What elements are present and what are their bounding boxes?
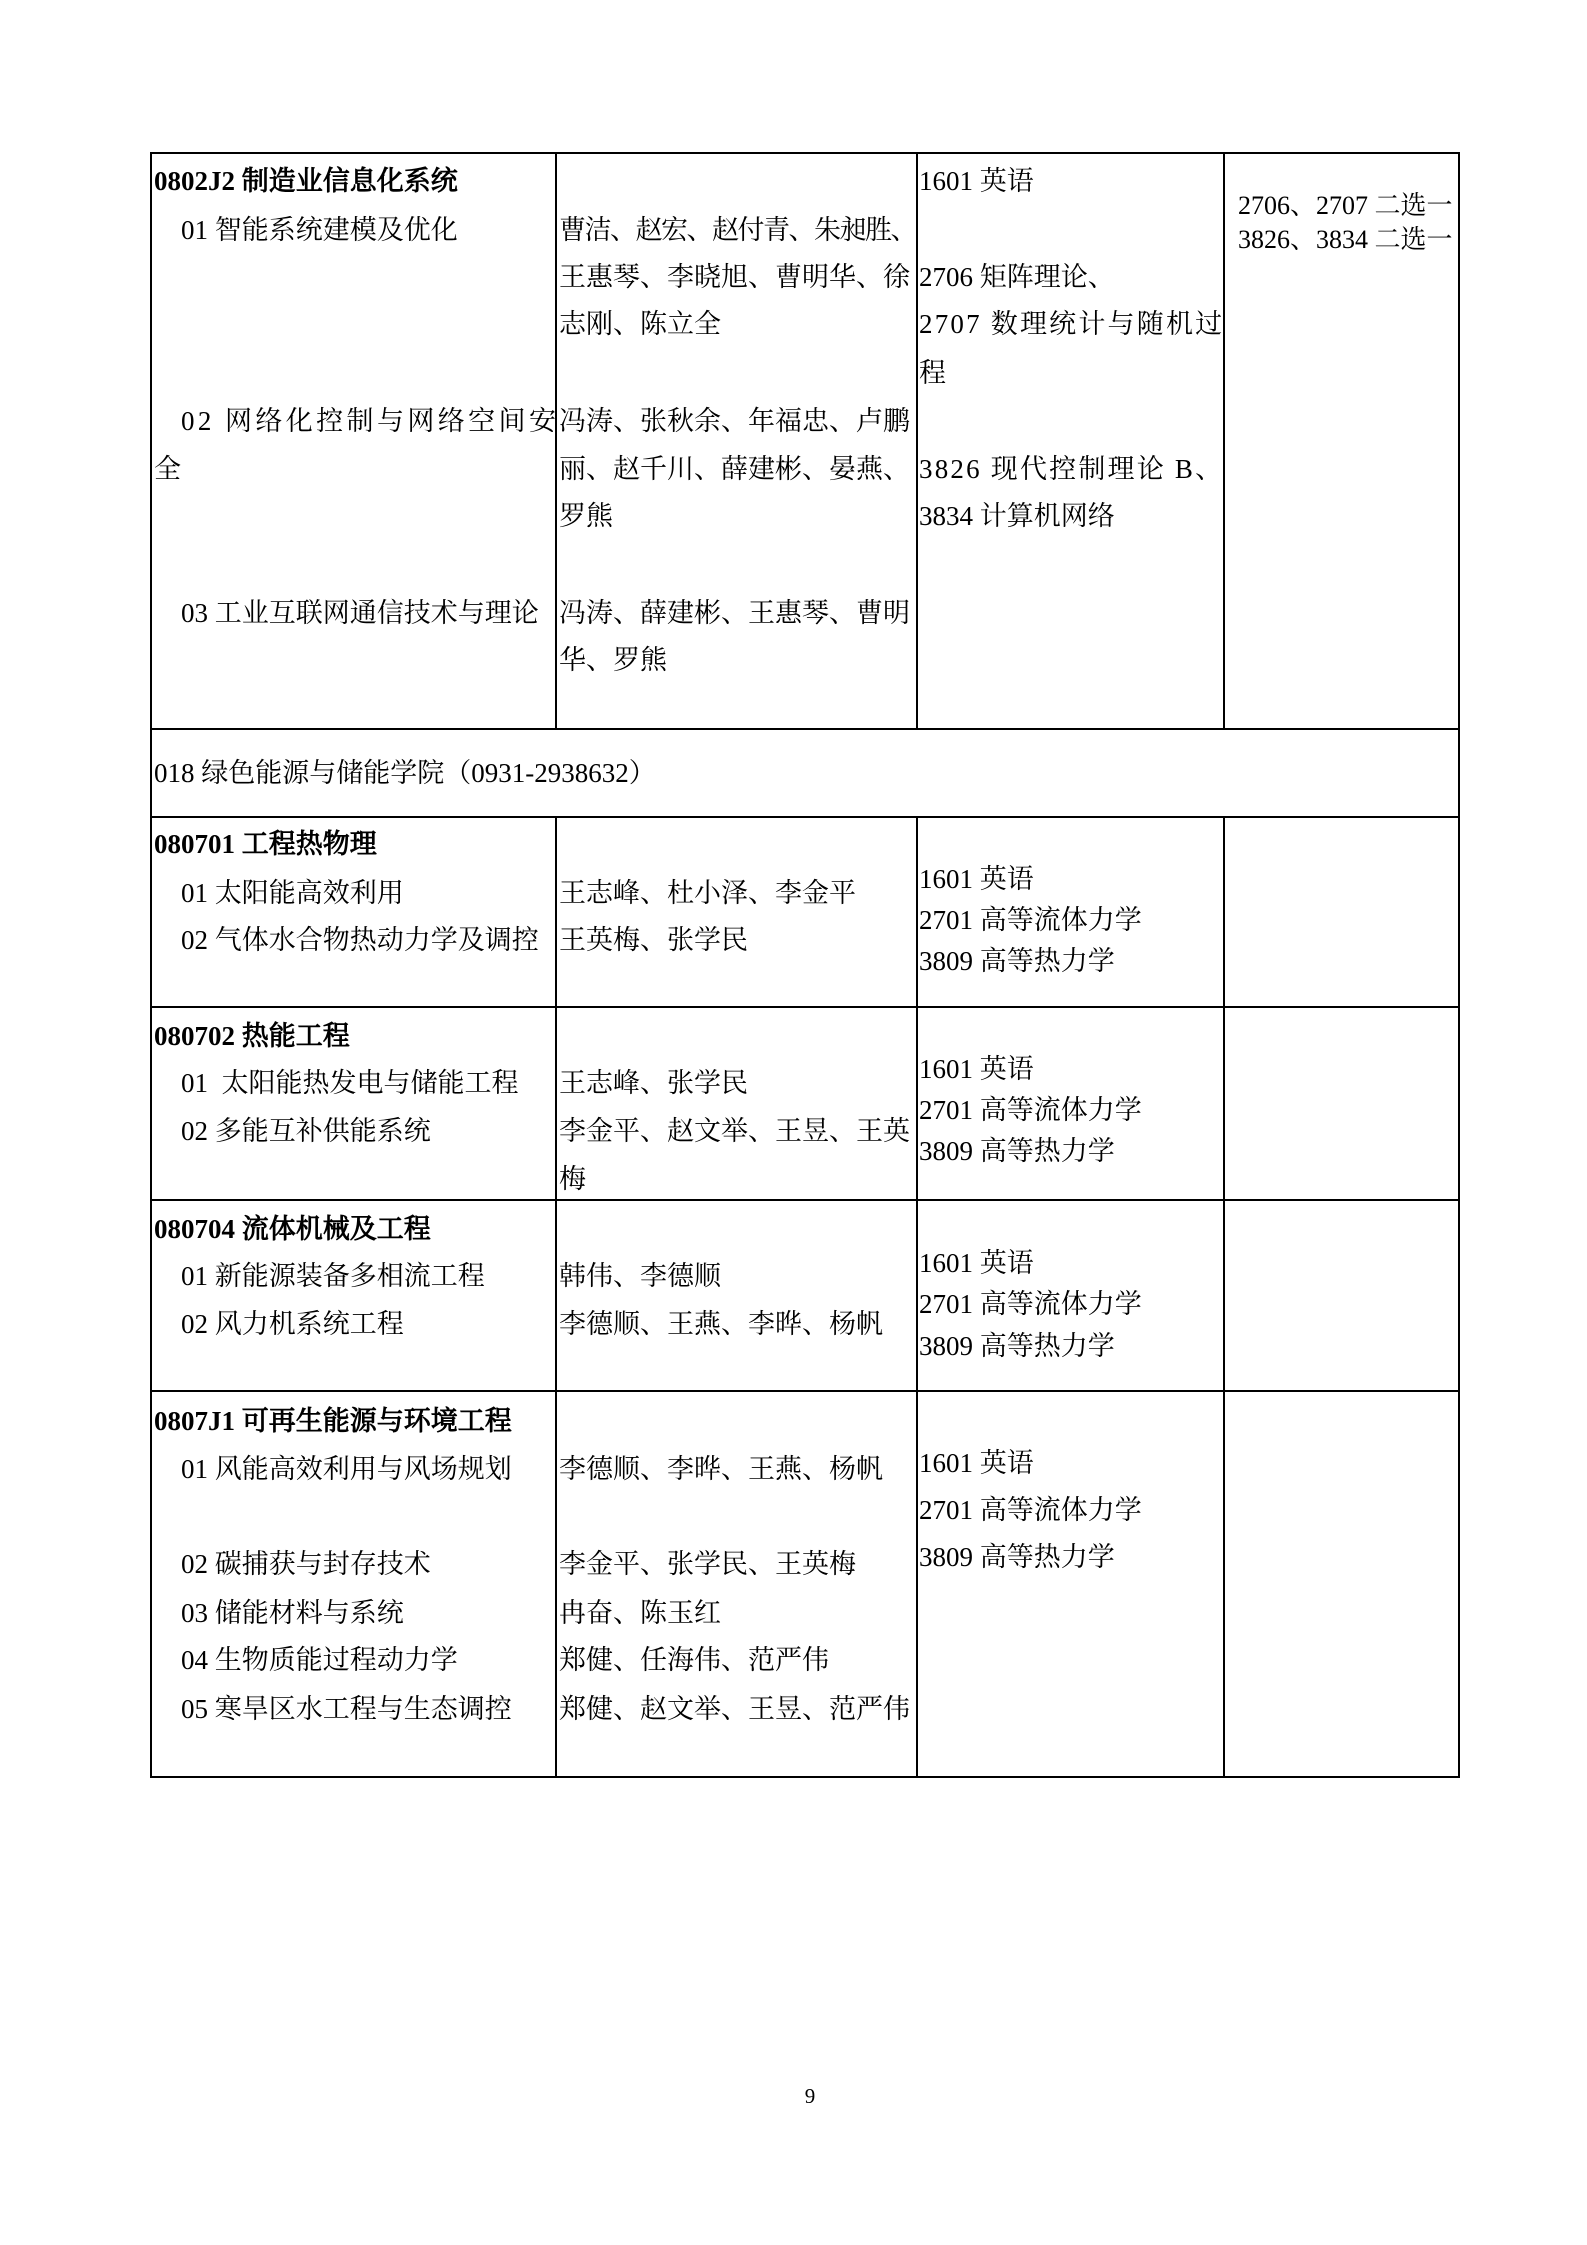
exam-subject-continued: 程 bbox=[919, 358, 946, 388]
supervisor-names: 王英梅、张学民 bbox=[559, 925, 748, 955]
section-header-cell bbox=[152, 730, 1460, 818]
supervisor-names: 李金平、赵文举、王昱、王英 bbox=[559, 1116, 910, 1146]
supervisor-names: 罗熊 bbox=[559, 501, 613, 531]
program-title: 0802J2 制造业信息化系统 bbox=[154, 166, 458, 196]
supervisor-names: 李德顺、王燕、李晔、杨帆 bbox=[559, 1309, 883, 1339]
exam-subjects-cell bbox=[918, 154, 1225, 730]
exam-subject: 2701 高等流体力学 bbox=[919, 1495, 1142, 1525]
program-table bbox=[150, 152, 1460, 1778]
research-direction: 01 风能高效利用与风场规划 bbox=[181, 1454, 512, 1484]
supervisor-names: 梅 bbox=[559, 1164, 586, 1194]
research-direction: 01 智能系统建模及优化 bbox=[181, 215, 458, 245]
exam-subject: 1601 英语 bbox=[919, 1054, 1034, 1084]
supervisor-names: 郑健、赵文举、王昱、范严伟 bbox=[559, 1694, 910, 1724]
program-title: 0807J1 可再生能源与环境工程 bbox=[154, 1406, 512, 1436]
research-direction: 01 新能源装备多相流工程 bbox=[181, 1261, 485, 1291]
supervisor-names: 丽、赵千川、薛建彬、晏燕、 bbox=[559, 454, 910, 484]
supervisor-names: 李金平、张学民、王英梅 bbox=[559, 1549, 856, 1579]
exam-subject: 1601 英语 bbox=[919, 864, 1034, 894]
exam-subject: 2701 高等流体力学 bbox=[919, 1289, 1142, 1319]
program-cell bbox=[152, 1201, 557, 1392]
exam-subject: 3809 高等热力学 bbox=[919, 946, 1115, 976]
research-direction: 01 太阳能热发电与储能工程 bbox=[181, 1068, 519, 1098]
research-direction: 02 风力机系统工程 bbox=[181, 1309, 404, 1339]
program-title: 080704 流体机械及工程 bbox=[154, 1214, 431, 1244]
supervisor-names: 志刚、陈立全 bbox=[559, 309, 721, 339]
supervisors-cell bbox=[557, 1008, 918, 1201]
page-number: 9 bbox=[804, 2084, 816, 2108]
exam-subjects-cell bbox=[918, 1008, 1225, 1201]
exam-subject: 3826 现代控制理论 B、 bbox=[919, 454, 1225, 484]
exam-subject: 2701 高等流体力学 bbox=[919, 905, 1142, 935]
program-title: 080701 工程热物理 bbox=[154, 829, 377, 859]
notes-cell bbox=[1225, 1008, 1460, 1201]
supervisors-cell bbox=[557, 154, 918, 730]
exam-note: 2706、2707 二选一 bbox=[1238, 191, 1453, 220]
exam-subjects-cell bbox=[918, 1392, 1225, 1778]
supervisors-cell bbox=[557, 1392, 918, 1778]
exam-subject: 3834 计算机网络 bbox=[919, 501, 1115, 531]
notes-cell bbox=[1225, 154, 1460, 730]
notes-cell bbox=[1225, 1392, 1460, 1778]
research-direction: 02 多能互补供能系统 bbox=[181, 1116, 431, 1146]
supervisors-cell bbox=[557, 1201, 918, 1392]
supervisors-cell bbox=[557, 818, 918, 1008]
program-cell bbox=[152, 154, 560, 730]
section-header: 018 绿色能源与储能学院（0931-2938632） bbox=[154, 758, 656, 788]
program-title: 080702 热能工程 bbox=[154, 1021, 350, 1051]
supervisor-names: 郑健、任海伟、范严伟 bbox=[559, 1645, 829, 1675]
supervisor-names: 曹洁、赵宏、赵付青、朱昶胜、 bbox=[559, 215, 916, 245]
supervisor-names: 韩伟、李德顺 bbox=[559, 1261, 721, 1291]
exam-subject: 1601 英语 bbox=[919, 1248, 1034, 1278]
supervisor-names: 王志峰、张学民 bbox=[559, 1068, 748, 1098]
supervisor-names: 冉奋、陈玉红 bbox=[559, 1598, 721, 1628]
exam-subject: 1601 英语 bbox=[919, 1448, 1034, 1478]
supervisor-names: 王志峰、杜小泽、李金平 bbox=[559, 878, 856, 908]
supervisor-names: 冯涛、薛建彬、王惠琴、曹明 bbox=[559, 598, 910, 628]
program-cell bbox=[152, 1392, 557, 1778]
supervisor-names: 冯涛、张秋余、年福忠、卢鹏 bbox=[559, 406, 910, 436]
research-direction: 03 储能材料与系统 bbox=[181, 1598, 404, 1628]
research-direction: 02 碳捕获与封存技术 bbox=[181, 1549, 431, 1579]
supervisor-names: 华、罗熊 bbox=[559, 645, 667, 675]
research-direction: 01 太阳能高效利用 bbox=[181, 878, 404, 908]
exam-subject: 3809 高等热力学 bbox=[919, 1136, 1115, 1166]
research-direction: 03 工业互联网通信技术与理论 bbox=[181, 598, 539, 628]
notes-cell bbox=[1225, 1201, 1460, 1392]
research-direction: 04 生物质能过程动力学 bbox=[181, 1645, 458, 1675]
notes-cell bbox=[1225, 818, 1460, 1008]
program-cell bbox=[152, 1008, 557, 1201]
exam-subject: 2706 矩阵理论、 bbox=[919, 262, 1115, 292]
research-direction: 02 气体水合物热动力学及调控 bbox=[181, 925, 539, 955]
research-direction: 02 网络化控制与网络空间安 bbox=[181, 406, 560, 436]
exam-subject: 2707 数理统计与随机过 bbox=[919, 309, 1225, 339]
research-direction: 05 寒旱区水工程与生态调控 bbox=[181, 1694, 512, 1724]
exam-subject: 1601 英语 bbox=[919, 166, 1034, 196]
program-cell bbox=[152, 818, 557, 1008]
research-direction-continued: 全 bbox=[154, 454, 181, 484]
supervisor-names: 李德顺、李晔、王燕、杨帆 bbox=[559, 1454, 883, 1484]
supervisor-names: 王惠琴、李晓旭、曹明华、徐 bbox=[559, 262, 910, 292]
exam-subjects-cell bbox=[918, 1201, 1225, 1392]
exam-subject: 2701 高等流体力学 bbox=[919, 1095, 1142, 1125]
exam-subject: 3809 高等热力学 bbox=[919, 1542, 1115, 1572]
exam-note: 3826、3834 二选一 bbox=[1238, 225, 1453, 254]
exam-subjects-cell bbox=[918, 818, 1225, 1008]
exam-subject: 3809 高等热力学 bbox=[919, 1331, 1115, 1361]
